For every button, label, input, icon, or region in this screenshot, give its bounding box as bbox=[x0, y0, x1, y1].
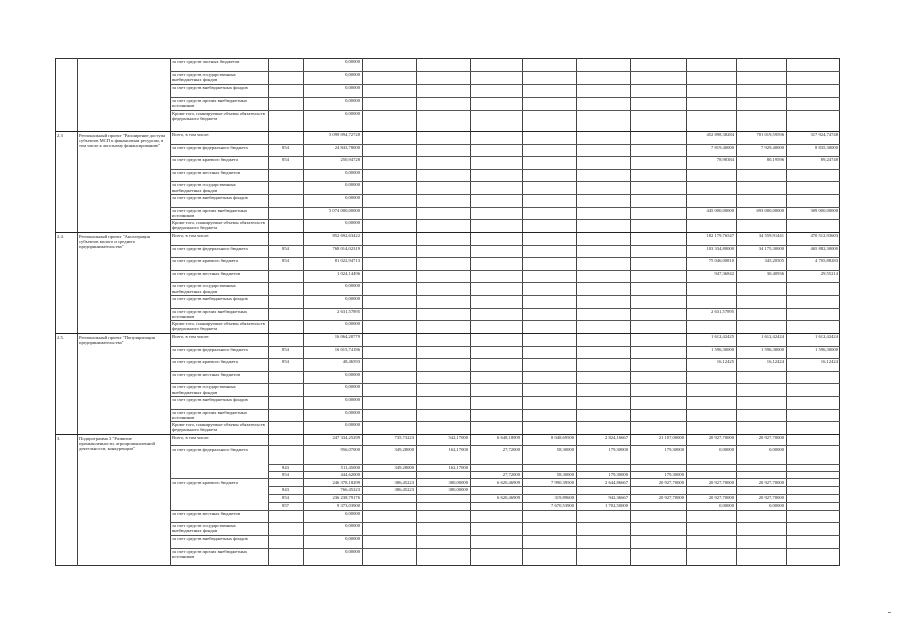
funding-source-label: за счет средств внебюджетных фондов bbox=[172, 397, 248, 402]
funding-source-label: за счет средств внебюджетных фондов bbox=[172, 195, 248, 200]
budget-code: 843 bbox=[282, 487, 289, 492]
subprogram-title: Подпрограмма 3 "Развитие промышленности, агропромышленной деятельности, конкуренции" bbox=[79, 436, 155, 452]
row-rule bbox=[170, 535, 840, 536]
year-amount: 29,55214 bbox=[820, 270, 838, 276]
year-amount: 20 927,70000 bbox=[708, 435, 734, 440]
year-amount: 380,00000 bbox=[448, 487, 468, 492]
year-amount: 7 929,40000 bbox=[761, 144, 784, 150]
year-amount: 2 824,16667 bbox=[605, 435, 628, 440]
funding-source-label: за счет средств краевого бюджета bbox=[172, 157, 238, 163]
year-amount: 27,72000 bbox=[502, 472, 520, 477]
year-amount: 20 927,70000 bbox=[758, 495, 784, 500]
year-amount: 20 927,70000 bbox=[758, 435, 784, 440]
row-rule bbox=[170, 308, 840, 309]
funding-source-label: за счет средств местных бюджетов bbox=[172, 169, 241, 175]
section-number: 2.4. bbox=[57, 234, 64, 239]
year-amount: 386,45223 bbox=[394, 480, 414, 485]
row-rule bbox=[170, 510, 840, 511]
budget-code: 854 bbox=[282, 245, 289, 251]
budget-code: 854 bbox=[282, 258, 289, 264]
funding-source-label: за счет средств федерального бюджета bbox=[172, 245, 248, 251]
funding-source-label: Кроме того, планируемые объемы обязательств федерального бюджета bbox=[172, 220, 265, 231]
year-amount: 162,17000 bbox=[448, 465, 468, 470]
total-amount: 1 024,14496 bbox=[337, 270, 360, 276]
year-amount: 8 835,30000 bbox=[815, 144, 838, 150]
total-amount: 5 099 094,72728 bbox=[328, 132, 360, 137]
total-amount: 768 014,02319 bbox=[332, 245, 360, 251]
year-amount: 1 612,42424 bbox=[815, 334, 838, 339]
budget-code: 843 bbox=[282, 465, 289, 470]
funding-source-label: Кроме того, планируемые объемы обязательств федерального бюджета bbox=[172, 422, 265, 433]
funding-source-label: за счет средств прочих внебюджетных источников bbox=[172, 409, 248, 420]
funding-source-label: за счет средств государственных внебюджетных фондов bbox=[172, 384, 236, 395]
year-amount: 8 048,69500 bbox=[551, 435, 574, 440]
year-amount: 386,45223 bbox=[394, 487, 414, 492]
year-amount: 0,00000 bbox=[719, 503, 734, 508]
year-amount: 20 927,70000 bbox=[758, 480, 784, 485]
column-rule bbox=[77, 58, 78, 566]
year-amount: 16,12425 bbox=[716, 359, 734, 365]
funding-source-label: за счет средств внебюджетных фондов bbox=[172, 296, 248, 301]
funding-source-label: за счет средств государственных внебюджетных фондов bbox=[172, 72, 236, 83]
project-title: Региональный проект "Расширение доступа субъектов МСП к финансовым ресурсам, в том числе к льготному финансированию" bbox=[79, 133, 166, 149]
budget-code: 854 bbox=[282, 346, 289, 352]
funding-source-label: Кроме того, планируемые объемы обязательств федерального бюджета bbox=[172, 111, 265, 122]
total-amount: 0,00000 bbox=[345, 549, 360, 554]
funding-source-label: за счет средств федерального бюджета bbox=[172, 144, 248, 150]
year-amount: 182 179,76547 bbox=[706, 233, 734, 238]
budget-code: 854 bbox=[282, 472, 289, 477]
row-rule bbox=[170, 371, 840, 372]
year-amount: 349,28000 bbox=[394, 465, 414, 470]
column-rule bbox=[470, 58, 471, 566]
column-rule bbox=[416, 58, 417, 566]
total-amount: 0,00000 bbox=[345, 296, 360, 301]
year-amount: 1 596,30000 bbox=[711, 346, 734, 352]
funding-source-label: за счет средств государственных внебюджетных фондов bbox=[172, 283, 236, 294]
funding-source-label: Всего, в том числе: bbox=[172, 233, 210, 238]
budget-code: 854 bbox=[282, 157, 289, 163]
year-amount: 542,17000 bbox=[448, 435, 468, 440]
funding-source-label: за счет средств местных бюджетов bbox=[172, 270, 241, 276]
column-rule bbox=[170, 58, 171, 566]
row-rule bbox=[170, 110, 840, 111]
total-amount: 9 373,03900 bbox=[337, 503, 360, 508]
year-amount: 1 596,30000 bbox=[761, 346, 784, 352]
year-amount: 317 924,74748 bbox=[810, 132, 838, 137]
year-amount: 30,40936 bbox=[766, 270, 784, 276]
year-amount: 75 046,00810 bbox=[708, 258, 734, 264]
year-amount: 319,89600 bbox=[554, 495, 574, 500]
total-amount: 236 238,79176 bbox=[332, 495, 360, 500]
column-rule bbox=[362, 58, 363, 566]
year-amount: 20 927,70000 bbox=[708, 480, 734, 485]
funding-source-label: за счет средств местных бюджетов bbox=[172, 371, 241, 377]
total-amount: 0,00000 bbox=[345, 98, 360, 103]
section-number: 2.5. bbox=[57, 335, 64, 340]
year-amount: 693 000,00000 bbox=[756, 207, 784, 213]
funding-source-label: за счет средств федерального бюджета bbox=[172, 346, 248, 352]
year-amount: 345,20505 bbox=[764, 258, 784, 264]
total-amount: 5 074 000,00000 bbox=[328, 207, 360, 213]
funding-source-label: Всего, в том числе: bbox=[172, 334, 210, 339]
year-amount: 0,00000 bbox=[769, 503, 784, 508]
row-rule bbox=[170, 421, 840, 422]
total-amount: 0,00000 bbox=[345, 283, 360, 289]
row-rule bbox=[170, 445, 840, 446]
column-rule bbox=[576, 58, 577, 566]
column-rule bbox=[630, 58, 631, 566]
column-rule bbox=[303, 58, 304, 566]
total-amount: 0,00000 bbox=[345, 384, 360, 390]
row-rule bbox=[170, 84, 840, 85]
funding-source-label: за счет средств краевого бюджета bbox=[172, 359, 238, 365]
row-rule bbox=[170, 282, 840, 283]
year-amount: 0,00000 bbox=[719, 447, 734, 452]
total-amount: 250,94728 bbox=[340, 157, 360, 163]
row-rule bbox=[170, 522, 840, 523]
year-amount: 103 334,80000 bbox=[706, 245, 734, 251]
year-amount: 942,36667 bbox=[608, 495, 628, 500]
year-amount: 7 990,39500 bbox=[551, 480, 574, 485]
row-rule bbox=[170, 181, 840, 182]
year-amount: 179,30000 bbox=[664, 447, 684, 452]
year-amount: 735,73223 bbox=[394, 435, 414, 440]
funding-source-label: за счет средств краевого бюджета bbox=[172, 258, 238, 264]
total-amount: 766,45223 bbox=[340, 487, 360, 492]
total-amount: 0,00000 bbox=[345, 72, 360, 77]
row-rule bbox=[170, 169, 840, 170]
year-amount: 89,24748 bbox=[820, 157, 838, 163]
year-amount: 34 175,30000 bbox=[758, 245, 784, 251]
edge-mark bbox=[888, 612, 891, 613]
year-amount: 701 019,59596 bbox=[756, 132, 784, 137]
year-amount: 179,30000 bbox=[608, 447, 628, 452]
funding-source-label: Кроме того, планируемые объемы обязательств федерального бюджета bbox=[172, 321, 265, 332]
year-amount: 380,00000 bbox=[448, 480, 468, 485]
funding-source-label: за счет средств внебюджетных фондов bbox=[172, 536, 248, 541]
total-amount: 0,00000 bbox=[345, 195, 360, 200]
total-amount: 24 843,78000 bbox=[334, 144, 360, 150]
row-rule bbox=[170, 409, 840, 410]
funding-source-label: за счет средств прочих внебюджетных источников bbox=[172, 98, 248, 109]
row-rule bbox=[170, 478, 840, 479]
total-amount: 0,00000 bbox=[345, 321, 360, 327]
total-amount: 0,00000 bbox=[345, 111, 360, 116]
total-amount: 0,00000 bbox=[345, 182, 360, 188]
year-amount: 21 107,00000 bbox=[658, 435, 684, 440]
total-amount: 0,00000 bbox=[345, 422, 360, 428]
column-rule bbox=[686, 58, 687, 566]
funding-source-label: за счет средств частных бюджетов bbox=[172, 59, 240, 64]
total-amount: 16 064,20779 bbox=[334, 334, 360, 339]
year-amount: 1 612,42424 bbox=[761, 334, 784, 339]
year-amount: 162,17000 bbox=[448, 447, 468, 452]
total-amount: 444,62000 bbox=[340, 472, 360, 477]
total-amount: 246 378,18299 bbox=[332, 480, 360, 485]
funding-source-label: за счет средств краевого бюджета bbox=[172, 480, 238, 485]
year-amount: 34 559,91441 bbox=[758, 233, 784, 238]
project-title: Региональный проект "Акселерация субъектов малого и среднего предпринимательства" bbox=[79, 234, 150, 250]
total-amount: 0,00000 bbox=[345, 169, 360, 175]
column-rule bbox=[736, 58, 737, 566]
year-amount: 58,30000 bbox=[556, 472, 574, 477]
total-amount: 0,00000 bbox=[345, 511, 360, 516]
funding-source-label: за счет средств прочих внебюджетных источников bbox=[172, 308, 248, 319]
total-amount: 0,00000 bbox=[345, 397, 360, 402]
year-amount: 1 702,50000 bbox=[605, 503, 628, 508]
total-amount: 956,07000 bbox=[340, 447, 360, 452]
year-amount: 2 631,57895 bbox=[711, 308, 734, 314]
year-amount: 58,30000 bbox=[556, 447, 574, 452]
funding-source-label: за счет средств государственных внебюджетных фондов bbox=[172, 523, 236, 534]
total-amount: 852 692,63422 bbox=[332, 233, 360, 238]
row-rule bbox=[170, 194, 840, 195]
funding-source-label: Всего, в том числе: bbox=[172, 435, 210, 440]
total-amount: 511,45000 bbox=[340, 465, 360, 470]
funding-source-label: за счет средств внебюджетных фондов bbox=[172, 85, 248, 90]
project-title: Региональный проект "Популяризация предпринимательства" bbox=[79, 335, 155, 346]
year-amount: 7 670,53900 bbox=[551, 503, 574, 508]
funding-source-label: за счет средств местных бюджетов bbox=[172, 511, 241, 516]
year-amount: 27,72000 bbox=[502, 447, 520, 452]
funding-source-label: за счет средств прочих внебюджетных источников bbox=[172, 207, 248, 218]
total-amount: 2 631,57895 bbox=[337, 308, 360, 314]
year-amount: 20 927,70000 bbox=[658, 480, 684, 485]
year-amount: 16,12424 bbox=[820, 359, 838, 365]
year-amount: 20 927,70000 bbox=[708, 495, 734, 500]
total-amount: 0,00000 bbox=[345, 59, 360, 64]
section-number: 3. bbox=[57, 436, 61, 441]
year-amount: 0,00000 bbox=[769, 447, 784, 452]
year-amount: 179,30000 bbox=[608, 472, 628, 477]
year-amount: 80,19596 bbox=[766, 157, 784, 163]
year-amount: 6 620,46909 bbox=[497, 495, 520, 500]
year-amount: 349,28000 bbox=[394, 447, 414, 452]
row-rule bbox=[170, 548, 840, 549]
year-amount: 179,30000 bbox=[664, 472, 684, 477]
year-amount: 465 882,30000 bbox=[810, 245, 838, 251]
budget-code: 854 bbox=[282, 359, 289, 365]
funding-source-label: за счет средств прочих внебюджетных источников bbox=[172, 549, 248, 560]
total-amount: 0,00000 bbox=[345, 220, 360, 226]
total-amount: 0,00000 bbox=[345, 371, 360, 377]
row-rule bbox=[170, 320, 840, 321]
row-rule bbox=[170, 295, 840, 296]
total-amount: 0,00000 bbox=[345, 523, 360, 528]
total-amount: 16 015,74186 bbox=[334, 346, 360, 352]
funding-source-label: за счет средств государственных внебюджетных фондов bbox=[172, 182, 236, 193]
year-amount: 1 612,42425 bbox=[711, 334, 734, 339]
year-amount: 4 705,88283 bbox=[815, 258, 838, 264]
budget-code: 854 bbox=[282, 144, 289, 150]
row-rule bbox=[170, 97, 840, 98]
year-amount: 309 000,00000 bbox=[810, 207, 838, 213]
year-amount: 7 819,40000 bbox=[711, 144, 734, 150]
section-number: 2.3 bbox=[57, 133, 63, 138]
funding-source-label: Всего, в том числе: bbox=[172, 132, 210, 137]
year-amount: 452 898,38284 bbox=[706, 132, 734, 137]
year-amount: 2 644,86667 bbox=[605, 480, 628, 485]
row-rule bbox=[170, 383, 840, 384]
year-amount: 78,98384 bbox=[716, 157, 734, 163]
total-amount: 0,00000 bbox=[345, 409, 360, 415]
year-amount: 6 620,46909 bbox=[497, 480, 520, 485]
row-rule bbox=[170, 71, 840, 72]
year-amount: 947,36842 bbox=[714, 270, 734, 276]
total-amount: 0,00000 bbox=[345, 536, 360, 541]
total-amount: 48,46593 bbox=[342, 359, 360, 365]
total-amount: 81 022,94713 bbox=[334, 258, 360, 264]
year-amount: 16,12424 bbox=[766, 359, 784, 365]
year-amount: 445 000,00000 bbox=[706, 207, 734, 213]
total-amount: 247 334,25299 bbox=[332, 435, 360, 440]
column-rule bbox=[786, 58, 787, 566]
year-amount: 6 648,18909 bbox=[497, 435, 520, 440]
column-rule bbox=[522, 58, 523, 566]
funding-source-label: за счет средств федерального бюджета bbox=[172, 447, 248, 452]
year-amount: 20 927,70000 bbox=[658, 495, 684, 500]
year-amount: 1 596,30000 bbox=[815, 346, 838, 352]
column-rule bbox=[268, 58, 269, 566]
year-amount: 470 512,93603 bbox=[810, 233, 838, 238]
budget-code: 857 bbox=[282, 503, 289, 508]
row-rule bbox=[170, 396, 840, 397]
budget-code: 854 bbox=[282, 495, 289, 500]
row-rule bbox=[170, 219, 840, 220]
total-amount: 0,00000 bbox=[345, 85, 360, 90]
